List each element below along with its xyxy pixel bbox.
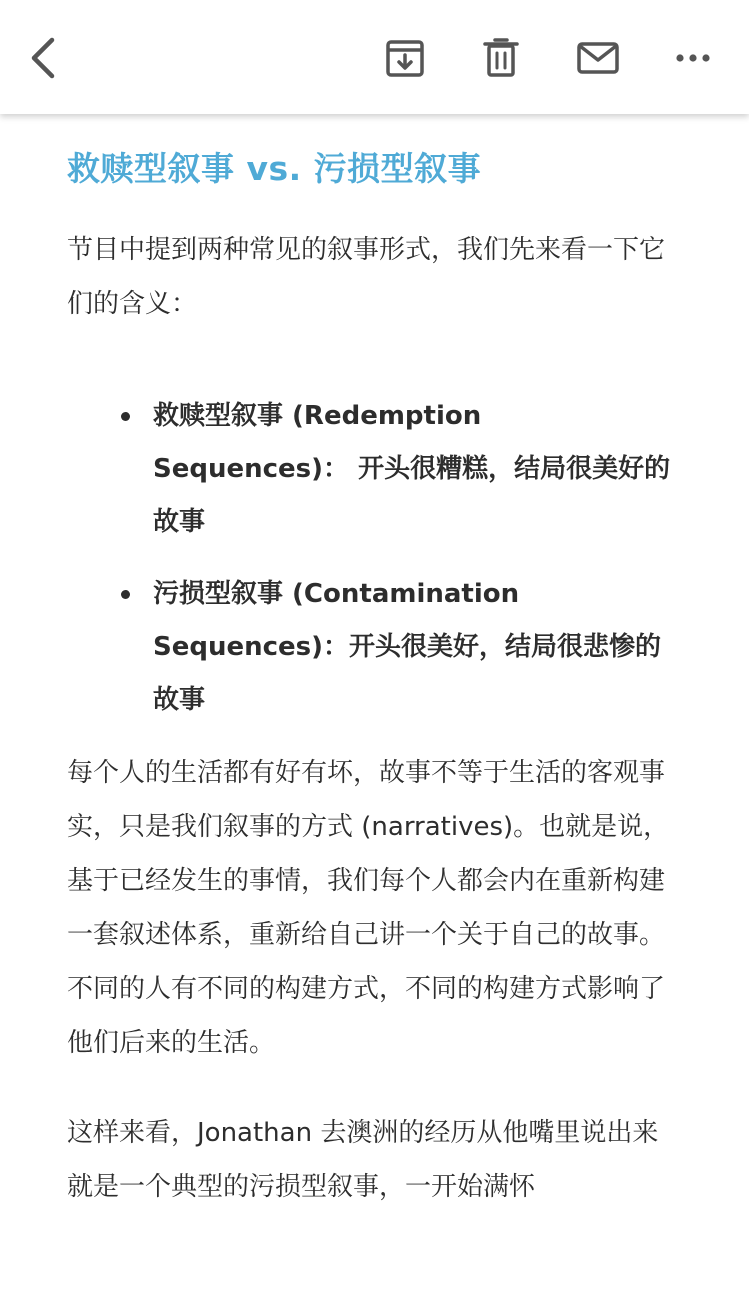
list-item-text: 救赎型叙事 (Redemption Sequences)： 开头很糟糕，结局很美好的故事: [153, 401, 671, 537]
more-icon: [674, 48, 714, 68]
article-body: [67, 140, 677, 1214]
back-button[interactable]: [22, 33, 66, 83]
body-paragraph: 每个人的生活都有好有坏，故事不等于生活的客观事实，只是我们叙事的方式 (narratives)。也就是说，基于已经发生的事情，我们每个人都会内在重新构建一套叙述体系，重新给自己讲一个关于自己的故事。不同的人有不同的构建方式，不同的构建方式影响了他们后来的生活。: [67, 758, 670, 1058]
section-heading: 救赎型叙事 vs. 污损型叙事: [67, 149, 482, 188]
definition-list: [67, 390, 677, 727]
bullet-icon: [121, 412, 130, 421]
list-item-text: 污损型叙事 (Contamination Sequences)：开头很美好，结局很悲惨的故事: [153, 579, 662, 715]
bullet-icon: [121, 590, 130, 599]
trash-icon: [482, 37, 520, 79]
archive-icon: [384, 37, 426, 79]
body-paragraph: 这样来看，Jonathan 去澳洲的经历从他嘴里说出来就是一个典型的污损型叙事，一开始满怀: [67, 1118, 659, 1202]
delete-button[interactable]: [482, 37, 520, 79]
mail-icon: [576, 41, 620, 75]
top-toolbar: [0, 0, 749, 114]
archive-button[interactable]: [384, 37, 426, 79]
list-item: [67, 568, 677, 727]
chevron-left-icon: [22, 33, 66, 83]
list-item: [67, 390, 677, 549]
reply-mail-button[interactable]: [576, 41, 620, 75]
more-button[interactable]: [674, 48, 714, 68]
intro-paragraph: 节目中提到两种常见的叙事形式，我们先来看一下它们的含义：: [67, 235, 666, 319]
